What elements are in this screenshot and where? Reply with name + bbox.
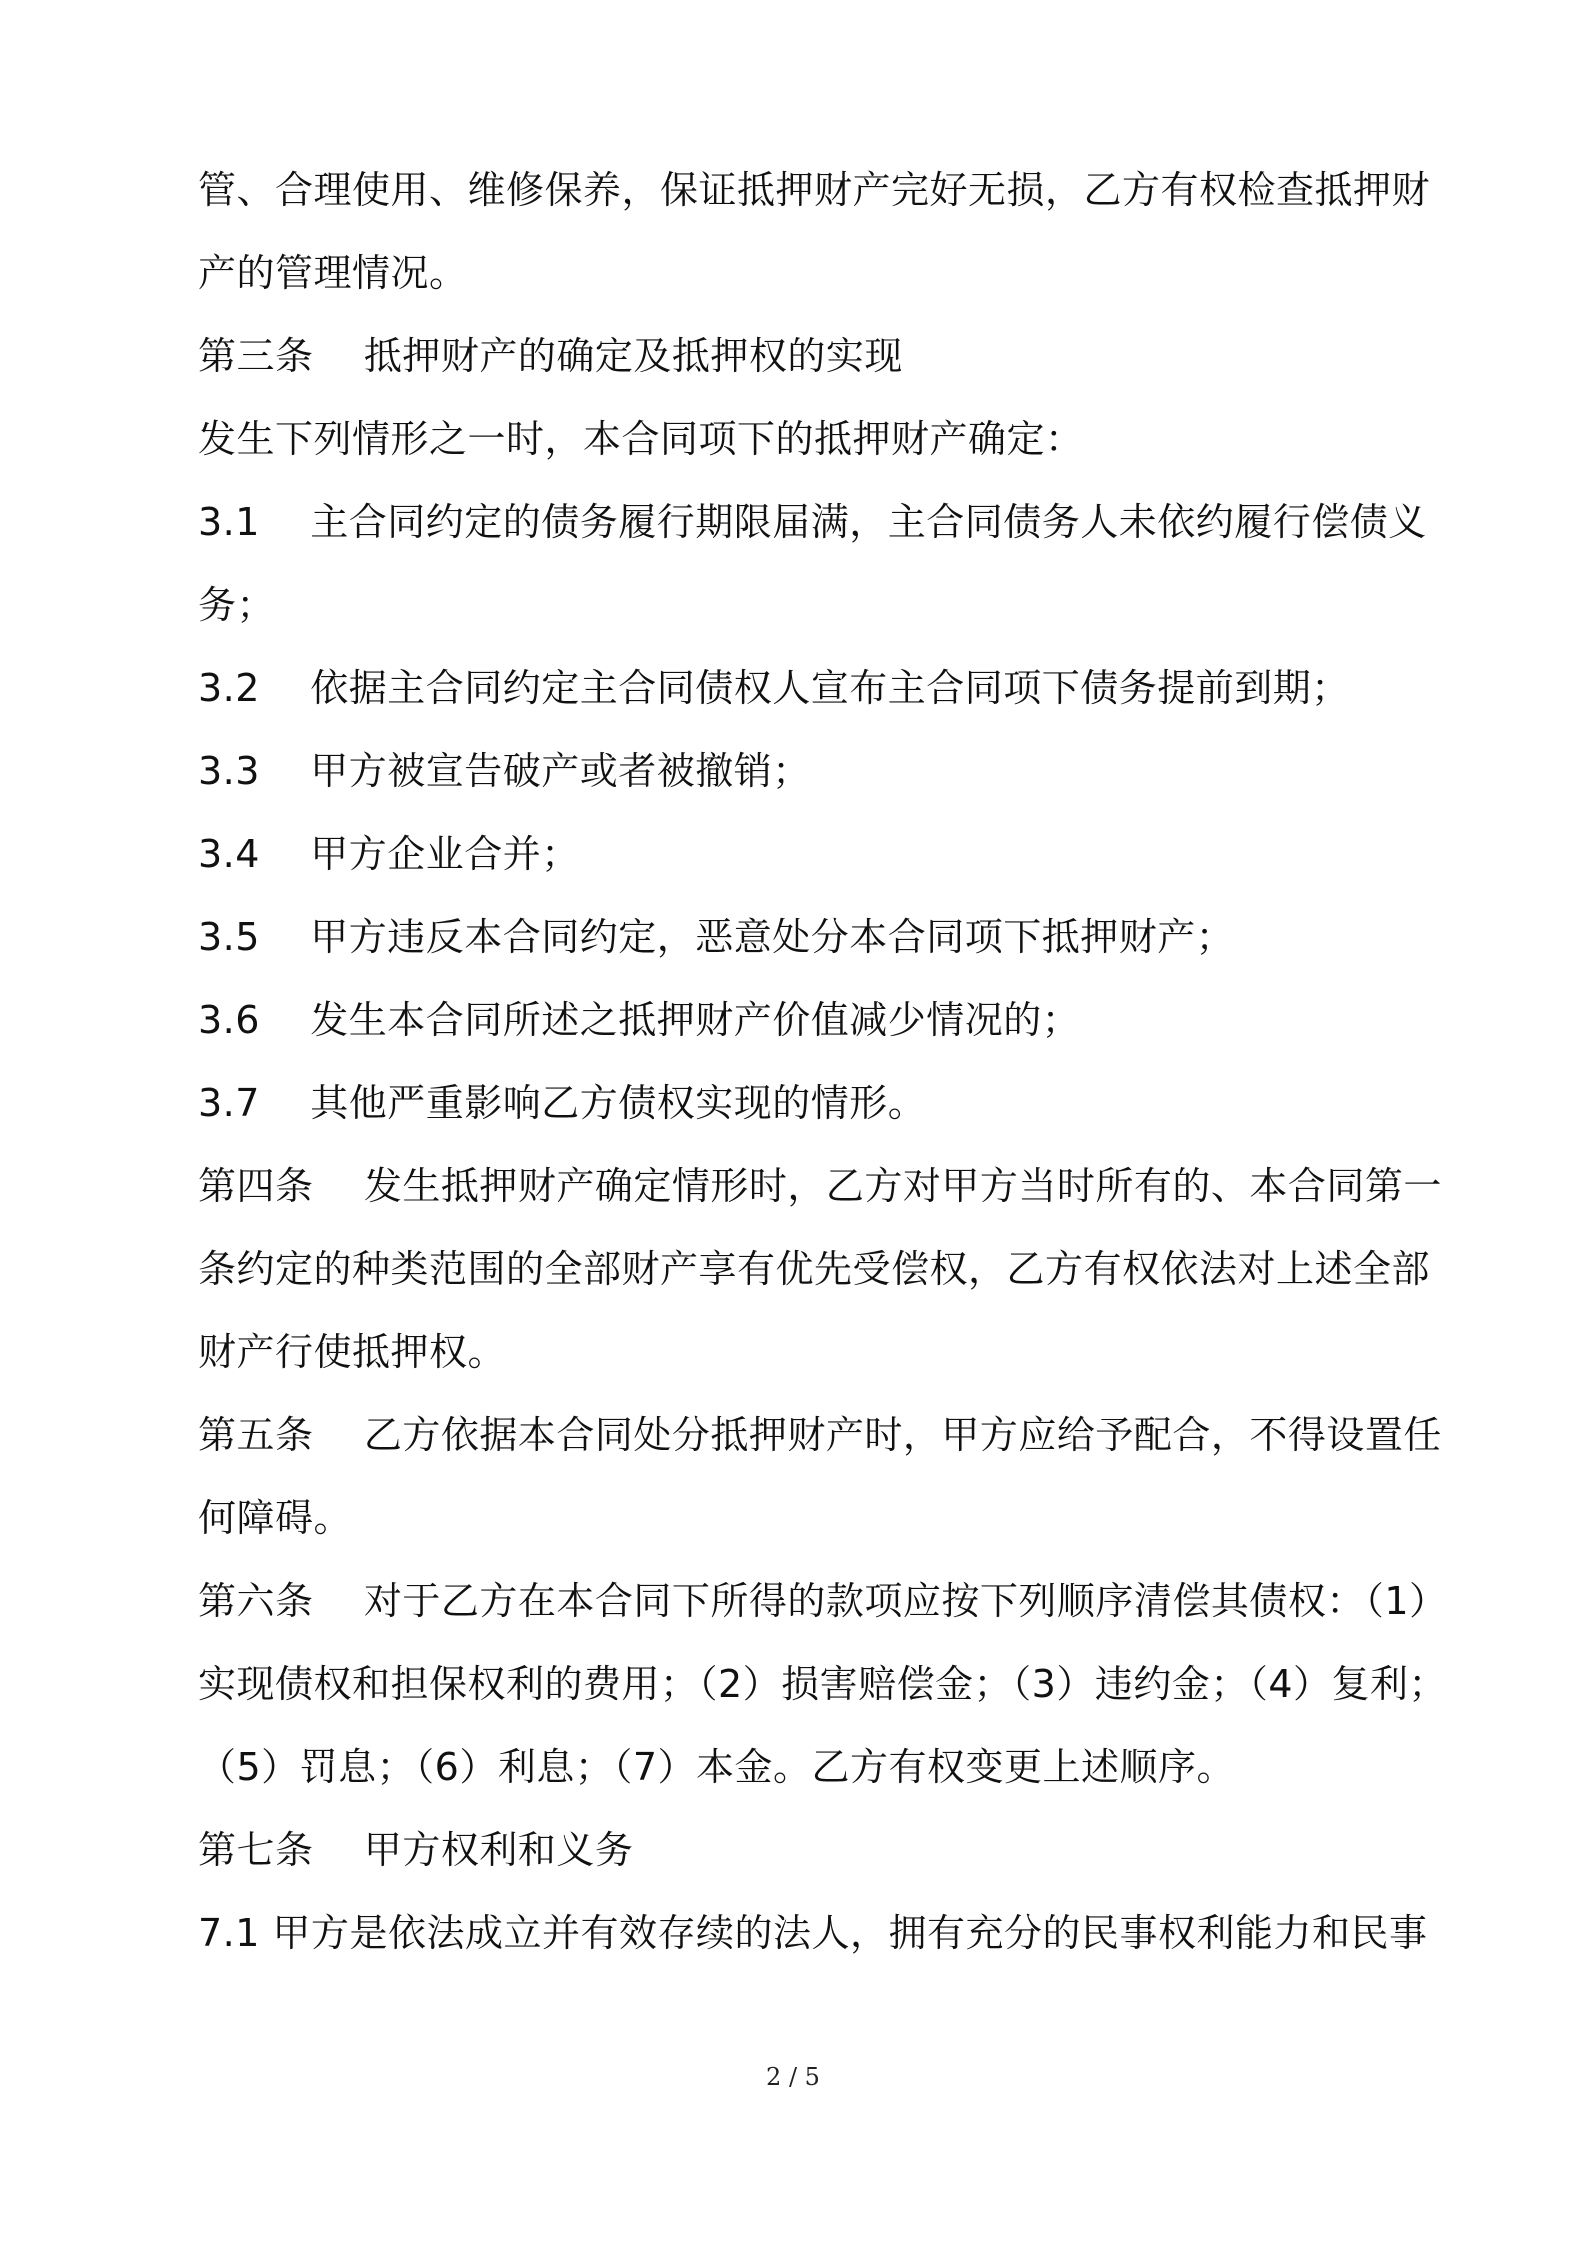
- text-line: 管、合理使用、维修保养，保证抵押财产完好无损，乙方有权检查抵押财: [198, 168, 1431, 212]
- clause-item: 3.6 发生本合同所述之抵押财产价值减少情况的；: [198, 998, 1081, 1042]
- article-heading: 第七条 甲方权利和义务: [198, 1828, 634, 1872]
- text-line: （5）罚息；（6）利息；（7）本金。乙方有权变更上述顺序。: [198, 1745, 1236, 1789]
- text-line: 财产行使抵押权。: [198, 1330, 507, 1374]
- page-number: 2 / 5: [766, 2063, 820, 2091]
- text-line: 实现债权和担保权利的费用；（2）损害赔偿金；（3）违约金；（4）复利；: [198, 1662, 1448, 1706]
- text-line: 条约定的种类范围的全部财产享有优先受偿权，乙方有权依法对上述全部: [198, 1247, 1431, 1291]
- article-heading: 第六条 对于乙方在本合同下所得的款项应按下列顺序清偿其债权：（1）: [198, 1579, 1448, 1623]
- article-heading: 第四条 发生抵押财产确定情形时，乙方对甲方当时所有的、本合同第一: [198, 1164, 1442, 1208]
- clause-item: 3.1 主合同约定的债务履行期限届满，主合同债务人未依约履行偿债义: [198, 500, 1427, 544]
- clause-item: 3.2 依据主合同约定主合同债权人宣布主合同项下债务提前到期；: [198, 666, 1350, 710]
- clause-item: 3.4 甲方企业合并；: [198, 832, 580, 876]
- clause-item: 7.1 甲方是依法成立并有效存续的法人，拥有充分的民事权利能力和民事: [198, 1911, 1428, 1955]
- text-line: 何障碍。: [198, 1496, 353, 1540]
- text-line: 发生下列情形之一时，本合同项下的抵押财产确定：: [198, 417, 1084, 461]
- text-line: 务；: [198, 583, 276, 627]
- clause-item: 3.5 甲方违反本合同约定，恶意处分本合同项下抵押财产；: [198, 915, 1235, 959]
- text-line: 产的管理情况。: [198, 251, 468, 295]
- article-heading: 第三条 抵押财产的确定及抵押权的实现: [198, 334, 903, 378]
- clause-item: 3.7 其他严重影响乙方债权实现的情形。: [198, 1081, 927, 1125]
- article-heading: 第五条 乙方依据本合同处分抵押财产时，甲方应给予配合，不得设置任: [198, 1413, 1442, 1457]
- clause-item: 3.3 甲方被宣告破产或者被撤销；: [198, 749, 811, 793]
